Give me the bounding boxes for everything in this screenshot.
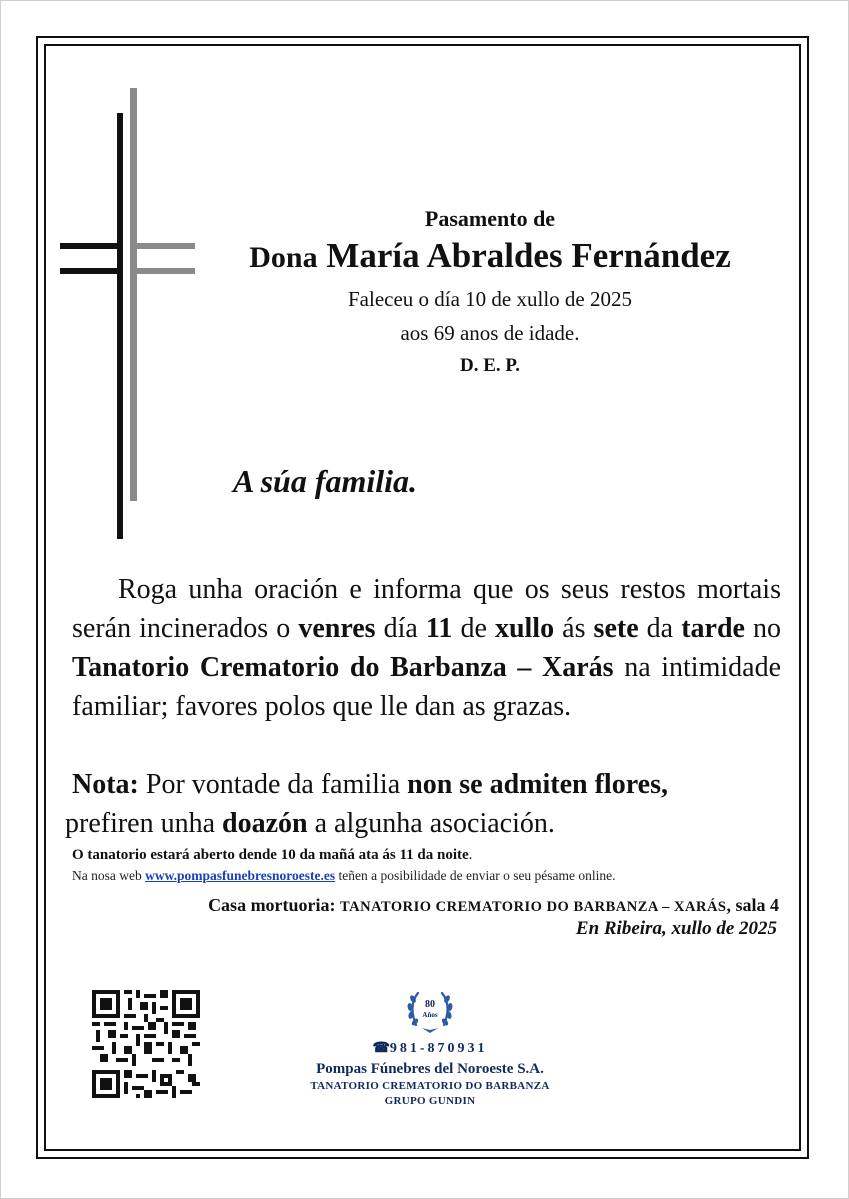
cross-black-arm-top: [60, 243, 123, 249]
body-text-1: Roga unha oración e informa que os seus restos mortais serán incinerados o: [72, 574, 781, 644]
honorific: Dona: [249, 241, 318, 274]
note-label: Nota:: [72, 769, 139, 800]
note-paragraph: [65, 765, 781, 843]
body-text-3: de: [452, 613, 495, 644]
note-text-1: Por vontade da familia: [138, 769, 408, 800]
body-text-2: día: [375, 613, 426, 644]
funeral-home-line: [208, 892, 779, 920]
deceased-name-line: [200, 234, 780, 280]
body-text-6: no: [744, 613, 782, 644]
body-text-4: ás: [554, 613, 594, 644]
deceased-name: María Abraldes Fernández: [326, 236, 731, 275]
cross-gray-vertical: [130, 88, 137, 501]
body-text-5: da: [638, 613, 682, 644]
death-date: Faleceu o día 10 de xullo de 2025: [347, 287, 632, 311]
dep-text: D. E. P.: [459, 355, 520, 376]
phone-number: 981-870931: [389, 1041, 488, 1056]
company-group: GRUPO GUNDIN: [384, 1095, 476, 1107]
family-signature: A súa familia.: [233, 463, 418, 499]
note-no-flowers: non se admiten flores,: [407, 769, 668, 800]
cross-black-arm-bottom: [60, 268, 123, 274]
body-text-7: na intimidade familiar; favores polos que lle dan as grazas.: [72, 652, 781, 722]
body-venue: Tanatorio Crematorio do Barbanza – Xarás: [72, 652, 614, 683]
cross-gray-arm-top: [130, 243, 195, 249]
qr-code-icon: [92, 990, 200, 1098]
funeral-home-label: Casa mortuoria:: [208, 895, 336, 915]
obituary-header: [200, 204, 780, 382]
age-line: aos 69 anos de idade.: [400, 321, 580, 345]
note-text-2: prefiren unha: [65, 808, 223, 839]
note-donation: doazón: [222, 808, 308, 839]
opening-hours-note: O tanatorio estará aberto dende 10 da mañá ata ás 11 da noite.: [72, 847, 473, 863]
phone-icon: ☎: [372, 1041, 390, 1056]
body-day: venres: [298, 613, 376, 644]
note-text-3: a algunha asociación.: [307, 808, 555, 839]
body-date-number: 11: [425, 613, 453, 644]
funeral-home-place: TANATORIO CREMATORIO DO BARBANZA – XARÁS: [340, 899, 727, 915]
opening-hours-text: O tanatorio estará aberto dende 10 da mañá ata ás 11 da noite: [72, 847, 469, 863]
body-hour: sete: [593, 613, 639, 644]
web-text-after: teñen a posibilidade de enviar o seu pésame online.: [335, 868, 616, 883]
intro-text: Pasamento de: [424, 206, 556, 231]
web-condolences-line: [72, 866, 781, 886]
ceremony-paragraph: [72, 570, 781, 726]
cross-gray-arm-bottom: [130, 268, 195, 274]
phone-line: [260, 1039, 600, 1059]
company-tanatorio: TANATORIO CREMATORIO DO BARBANZA: [310, 1080, 550, 1092]
anniversary-laurel-logo-icon: [400, 985, 460, 1035]
place-date: En Ribeira, xullo de 2025: [575, 918, 777, 939]
company-footer: [260, 985, 600, 1109]
logo-number: 80: [425, 999, 435, 1010]
web-text-before: Na nosa web: [72, 868, 146, 883]
website-link[interactable]: www.pompasfunebresnoroeste.es: [145, 868, 336, 883]
company-name: Pompas Fúnebres del Noroeste S.A.: [316, 1061, 544, 1077]
body-month: xullo: [494, 613, 555, 644]
funeral-home-room: , sala 4: [726, 895, 779, 915]
body-time-of-day: tarde: [681, 613, 745, 644]
logo-years: Años: [422, 1011, 438, 1019]
cross-black-vertical: [117, 113, 123, 539]
